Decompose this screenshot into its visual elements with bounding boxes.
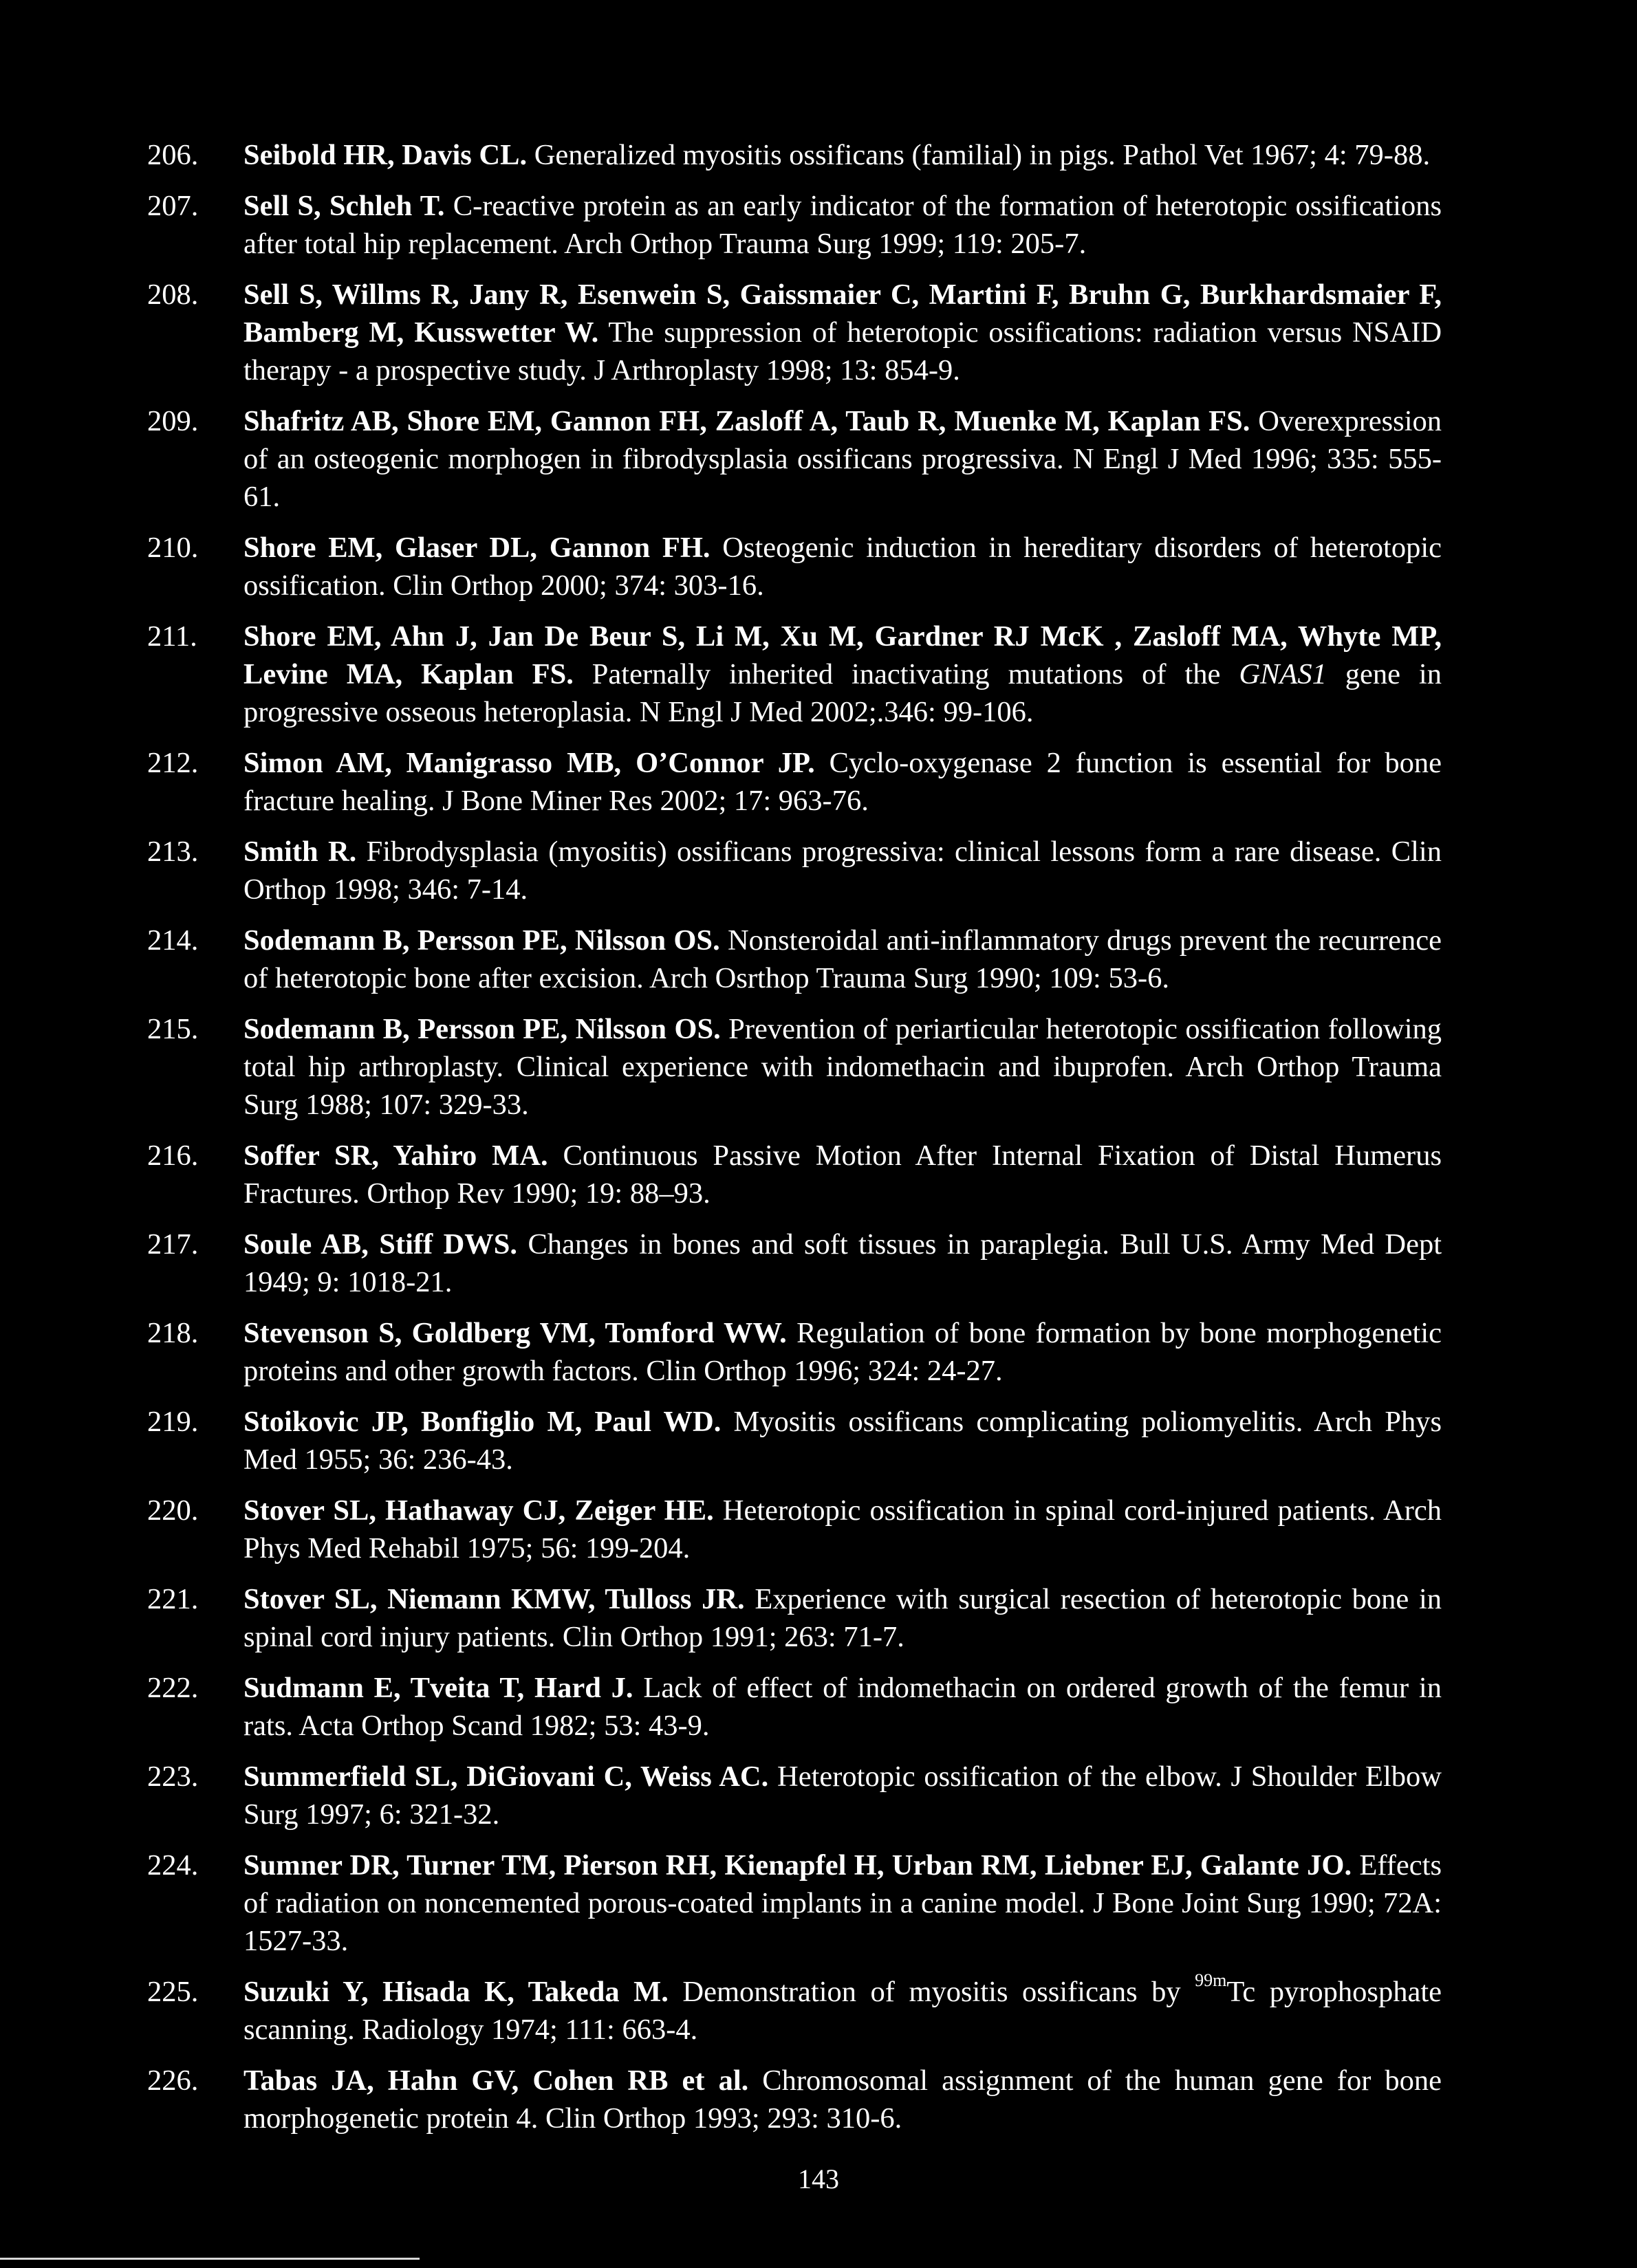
reference-authors: Smith R. [243, 836, 357, 868]
reference-citation: Paternally inherited inactivating mutations of the [573, 658, 1239, 690]
reference-authors: Soffer SR, Yahiro MA. [243, 1140, 548, 1172]
reference-authors: Shore EM, Glaser DL, Gannon FH. [243, 532, 711, 564]
reference-item [147, 276, 1442, 389]
reference-list [147, 136, 1442, 2150]
reference-authors: Sudmann E, Tveita T, Hard J. [243, 1672, 633, 1704]
reference-number: 225. [147, 1976, 199, 2008]
reference-citation: Chromosomal assignment of the human gene for bone morphogenetic protein 4. Clin Orthop 1993; 293: 310-6. [243, 2064, 1442, 2135]
reference-citation: Effects of radiation on noncemented porous-coated implants in a canine model. J Bone Joint Surg 1990; 72A: 1527-33. [243, 1849, 1442, 1957]
reference-number: 216. [147, 1140, 199, 1172]
reference-citation: The suppression of heterotopic ossifications: radiation versus NSAID therapy - a prospective study. J Arthroplasty 1998; 13: 854-9. [243, 316, 1442, 386]
reference-item [147, 1403, 1442, 1479]
reference-body [243, 1406, 1442, 1476]
reference-number: 215. [147, 1013, 199, 1045]
reference-authors: Suzuki Y, Hisada K, Takeda M. [243, 1976, 669, 2008]
reference-citation: Lack of effect of indomethacin on ordered growth of the femur in rats. Acta Orthop Scand 1982; 53: 43-9. [243, 1672, 1442, 1742]
reference-item [147, 1010, 1442, 1124]
reference-authors: Sumner DR, Turner TM, Pierson RH, Kienapfel H, Urban RM, Liebner EJ, Galante JO. [243, 1849, 1352, 1882]
reference-body [243, 1317, 1442, 1387]
reference-number: 209. [147, 405, 199, 437]
reference-item [147, 2062, 1442, 2137]
reference-authors: Summerfield SL, DiGiovani C, Weiss AC. [243, 1760, 769, 1793]
reference-number: 220. [147, 1494, 199, 1527]
reference-citation: Generalized myositis ossificans (familial) in pigs. Pathol Vet 1967; 4: 79-88. [527, 139, 1431, 171]
reference-item [147, 618, 1442, 731]
reference-number: 214. [147, 924, 199, 957]
reference-number: 224. [147, 1849, 199, 1882]
reference-citation: Changes in bones and soft tissues in paraplegia. Bull U.S. Army Med Dept 1949; 9: 1018-21. [243, 1228, 1442, 1298]
reference-item [147, 1846, 1442, 1960]
reference-item [147, 1970, 1442, 2049]
reference-authors: Stoikovic JP, Bonfiglio M, Paul WD. [243, 1406, 722, 1438]
reference-item [147, 1314, 1442, 1390]
reference-citation: Fibrodysplasia (myositis) ossificans progressiva: clinical lessons form a rare disease. Clin Orthop 1998; 346: 7-14. [243, 836, 1442, 906]
reference-authors: Seibold HR, Davis CL. [243, 139, 528, 171]
reference-citation-cont: gene in progressive osseous heteroplasia. N Engl J Med 2002;.346: 99-106. [243, 658, 1442, 728]
reference-number: 206. [147, 139, 199, 171]
reference-item [147, 187, 1442, 263]
reference-body [243, 747, 1442, 817]
reference-number: 210. [147, 532, 199, 564]
reference-citation: Prevention of periarticular heterotopic ossification following total hip arthroplasty. Clinical experience with indomethacin and ibuprofen. Arch Orthop Trauma Surg 1988; 107: 329-33. [243, 1013, 1442, 1121]
reference-citation: Heterotopic ossification of the elbow. J Shoulder Elbow Surg 1997; 6: 321-32. [243, 1760, 1442, 1831]
reference-number: 222. [147, 1672, 199, 1704]
reference-number: 219. [147, 1406, 199, 1438]
reference-citation: Continuous Passive Motion After Internal Fixation of Distal Humerus Fractures. Orthop Rev 1990; 19: 88–93. [243, 1140, 1442, 1210]
reference-number: 221. [147, 1583, 199, 1615]
reference-body [243, 1140, 1442, 1210]
reference-number: 223. [147, 1760, 199, 1793]
reference-citation: Regulation of bone formation by bone morphogenetic proteins and other growth factors. Clin Orthop 1996; 324: 24-27. [243, 1317, 1442, 1387]
reference-number: 208. [147, 279, 199, 311]
reference-body [243, 1970, 1442, 2046]
reference-number: 218. [147, 1317, 199, 1349]
reference-body [243, 2064, 1442, 2135]
reference-citation: Myositis ossificans complicating poliomyelitis. Arch Phys Med 1955; 36: 236-43. [243, 1406, 1442, 1476]
reference-item [147, 1137, 1442, 1212]
reference-body [243, 190, 1442, 260]
reference-number: 212. [147, 747, 199, 779]
reference-citation: Cyclo-oxygenase 2 function is essential for bone fracture healing. J Bone Miner Res 2002; 17: 963-76. [243, 747, 1442, 817]
scan-edge-line [0, 2258, 420, 2260]
reference-item [147, 744, 1442, 820]
reference-citation: Experience with surgical resection of heterotopic bone in spinal cord injury patients. Clin Orthop 1991; 263: 71-7. [243, 1583, 1442, 1653]
reference-citation: Overexpression of an osteogenic morphogen in fibrodysplasia ossificans progressiva. N Engl J Med 1996; 335: 555-61. [243, 405, 1442, 513]
reference-authors: Shore EM, Ahn J, Jan De Beur S, Li M, Xu M, Gardner RJ McK , Zasloff MA, Whyte MP, Levine MA, Kaplan FS. [243, 620, 1442, 690]
reference-item [147, 402, 1442, 516]
reference-citation: Nonsteroidal anti-inflammatory drugs prevent the recurrence of heterotopic bone after excision. Arch Osrthop Trauma Surg 1990; 109: 53-6. [243, 924, 1442, 994]
reference-citation: Demonstration of myositis ossificans by [668, 1976, 1195, 2008]
reference-body [243, 620, 1442, 728]
reference-authors: Stover SL, Niemann KMW, Tulloss JR. [243, 1583, 745, 1615]
reference-number: 217. [147, 1228, 199, 1261]
reference-body [243, 1760, 1442, 1831]
reference-body [243, 1494, 1442, 1564]
reference-authors: Simon AM, Manigrasso MB, O’Connor JP. [243, 747, 815, 779]
reference-body [243, 279, 1442, 386]
reference-citation: C-reactive protein as an early indicator of the formation of heterotopic ossifications after total hip replacement. Arch Orthop Trauma Surg 1999; 119: 205-7. [243, 190, 1442, 260]
reference-number: 213. [147, 836, 199, 868]
reference-authors: Tabas JA, Hahn GV, Cohen RB et al. [243, 2064, 749, 2097]
reference-item [147, 1669, 1442, 1745]
reference-authors: Soule AB, Stiff DWS. [243, 1228, 518, 1261]
reference-authors: Sodemann B, Persson PE, Nilsson OS. [243, 1013, 721, 1045]
reference-item [147, 922, 1442, 997]
reference-authors: Shafritz AB, Shore EM, Gannon FH, Zasloff A, Taub R, Muenke M, Kaplan FS. [243, 405, 1250, 437]
reference-item [147, 1225, 1442, 1301]
reference-body [243, 1228, 1442, 1298]
reference-citation: Heterotopic ossification in spinal cord-injured patients. Arch Phys Med Rehabil 1975; 56: 199-204. [243, 1494, 1442, 1564]
reference-citation-cont: Tc pyrophosphate scanning. Radiology 1974; 111: 663-4. [243, 1976, 1442, 2046]
reference-authors: Sell S, Schleh T. [243, 190, 445, 222]
gene-name: GNAS1 [1239, 658, 1327, 690]
reference-authors: Sell S, Willms R, Jany R, Esenwein S, Gaissmaier C, Martini F, Bruhn G, Burkhardsmaier F, Bamberg M, Kusswetter W. [243, 279, 1442, 349]
reference-item [147, 1580, 1442, 1656]
reference-number: 207. [147, 190, 199, 222]
reference-body [243, 1583, 1442, 1653]
reference-body [243, 1672, 1442, 1742]
reference-body [243, 924, 1442, 994]
reference-item [147, 1492, 1442, 1567]
reference-body [243, 1013, 1442, 1121]
page-number: 143 [798, 2163, 839, 2194]
reference-authors: Stevenson S, Goldberg VM, Tomford WW. [243, 1317, 787, 1349]
reference-item [147, 1758, 1442, 1833]
reference-body [243, 836, 1442, 906]
reference-body [243, 532, 1442, 602]
reference-authors: Stover SL, Hathaway CJ, Zeiger HE. [243, 1494, 714, 1527]
reference-item [147, 833, 1442, 908]
reference-body [243, 139, 1430, 171]
reference-number: 211. [147, 620, 197, 653]
reference-body [243, 405, 1442, 513]
reference-body [243, 1849, 1442, 1957]
isotope-superscript: 99m [1195, 1970, 1227, 1990]
reference-number: 226. [147, 2064, 199, 2097]
reference-citation: Osteogenic induction in hereditary disorders of heterotopic ossification. Clin Orthop 2000; 374: 303-16. [243, 532, 1442, 602]
reference-item [147, 529, 1442, 604]
reference-authors: Sodemann B, Persson PE, Nilsson OS. [243, 924, 720, 957]
reference-item [147, 136, 1442, 174]
